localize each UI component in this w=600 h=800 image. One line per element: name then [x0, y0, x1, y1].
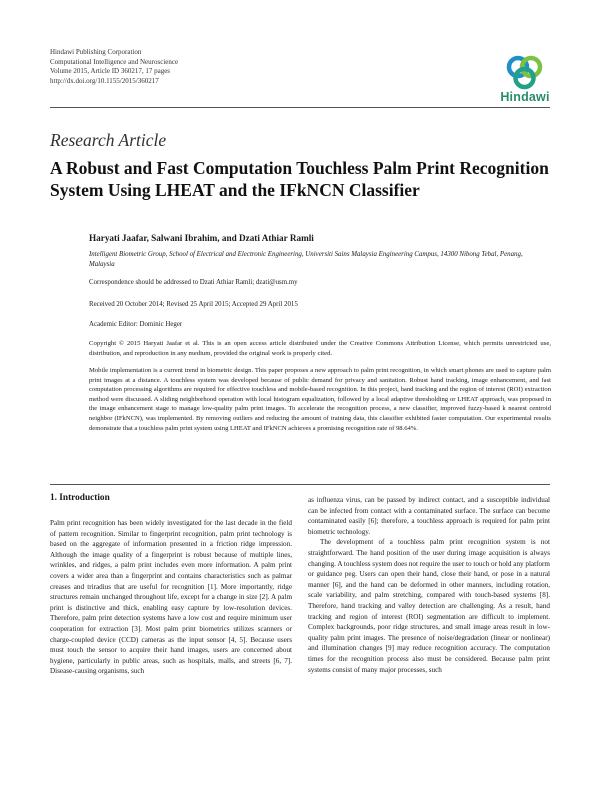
intro-paragraph-1: Palm print recognition has been widely investigated for the last decade in the field of pattern recognition. Similar to fingerprint recognition, palm print technology is based on the aggregate of information presented in a friction ridge impression. Although the image quality of a fingerprint is robust because of multiple lines, wrinkles, and ridges, a palm print includes even more information. A palm print covers a wider area than a fingerprint and contains characteristics such as palmar creases and triradius that are useful for recognition [1]. More importantly, ridge structures remain unchanged throughout life, except for a change in size [2]. A palm print is distinctive and thick, enabling easy capture by low-resolution devices. Therefore, palm print detection systems have a low cost and require minimum user cooperation for extraction [3]. Most palm print biometrics utilizes scanners or charge-coupled device (CCD) cameras as the input sensor [4, 5]. Because users must touch the sensor to acquire their hand images, users are concerned about hygiene, particularly in public areas, such as hospitals, malls, and streets [6, 7]. Disease-causing organisms, such — [50, 519, 292, 676]
section-heading-introduction: 1. Introduction — [50, 493, 110, 503]
left-column — [50, 518, 292, 677]
volume-info: Volume 2015, Article ID 360217, 17 pages — [50, 67, 171, 76]
hindawi-logo-text: Hindawi — [500, 90, 550, 104]
publisher-name: Hindawi Publishing Corporation — [50, 48, 142, 56]
abstract-divider — [50, 484, 550, 485]
academic-editor: Academic Editor: Dominic Heger — [89, 321, 183, 328]
correspondence-line: Correspondence should be addressed to Dzati Athiar Ramli; dzati@usm.my — [89, 279, 298, 286]
article-title: A Robust and Fast Computation Touchless Palm Print Recognition System Using LHEAT and the IFkNCN Classifier — [50, 158, 549, 200]
header-divider — [50, 107, 550, 108]
right-column — [308, 495, 550, 675]
intro-paragraph-2: The development of a touchless palm print recognition system is not straightforward. The hand position of the user during image acquisition is always changing. A touchless system does not require the user to touch or hold any platform or guidance peg. Users can open their hand, close their hand, or pose in a natural manner [6], and the hand can be deformed in other manners, including rotation, scale variability, and palm stretching, compared with touch-based systems [8]. Therefore, hand tracking and valley detection are challenging. As a result, hand tracking and region of interest (ROI) segmentation are difficult to implement. Complex backgrounds, poor ridge structures, and small image areas result in low-quality palm print images. The presence of noise/degradation (linear or nonlinear) and illumination changes [9] may reduce recognition accuracy. The computation times for the recognition process also must be considered. Because palm print systems consist of many major processes, such — [308, 538, 550, 674]
journal-name: Computational Intelligence and Neuroscience — [50, 57, 179, 66]
intro-paragraph-1-continued: as influenza virus, can be passed by indirect contact, and a susceptible individual can be infected from contact with a contaminated surface. The surface can become contaminated easily [6]; therefore, a touchless approach is required for palm print biometric technology. — [308, 496, 550, 536]
article-type: Research Article — [50, 130, 167, 150]
article-dates: Received 20 October 2014; Revised 25 April 2015; Accepted 29 April 2015 — [89, 301, 298, 308]
author-list: Haryati Jaafar, Salwani Ibrahim, and Dzati Athiar Ramli — [89, 233, 314, 243]
author-affiliation: Intelligent Biometric Group, School of Electrical and Electronic Engineering, Universiti Sains Malaysia Engineering Campus, 14300 Nibong Tebal, Penang, Malaysia — [89, 251, 523, 268]
publication-info — [50, 48, 178, 86]
copyright-notice: Copyright © 2015 Haryati Jaafar et al. This is an open access article distributed under the Creative Commons Attribution License, which permits unrestricted use, distribution, and reproduction in any medium, provided the original work is properly cited. — [89, 340, 551, 357]
doi-link[interactable]: http://dx.doi.org/10.1155/2015/360217 — [50, 76, 159, 85]
abstract-text: Mobile implementation is a current trend in biometric design. This paper proposes a new approach to palm print recognition, in which smart phones are used to capture palm print images at a distance. A touchless system was developed because of public demand for privacy and sanitation. Robust hand tracking, image enhancement, and fast computation processing algorithms are required for effective touchless and mobile-based recognition. In this project, hand tracking and the region of interest (ROI) extraction method were discussed. A sliding neighborhood operation with local histogram equalization, followed by a local adaptive thresholding or LHEAT approach, was proposed in the image enhancement stage to manage low-quality palm print images. To accelerate the recognition process, a new classifier, improved fuzzy-based k nearest centroid neighbor (IFkNCN), was implemented. By removing outliers and reducing the amount of training data, this classifier exhibited faster computation. Our experimental results demonstrate that a touchless palm print system using LHEAT and IFkNCN achieves a promising recognition rate of 98.64%. — [89, 367, 551, 432]
